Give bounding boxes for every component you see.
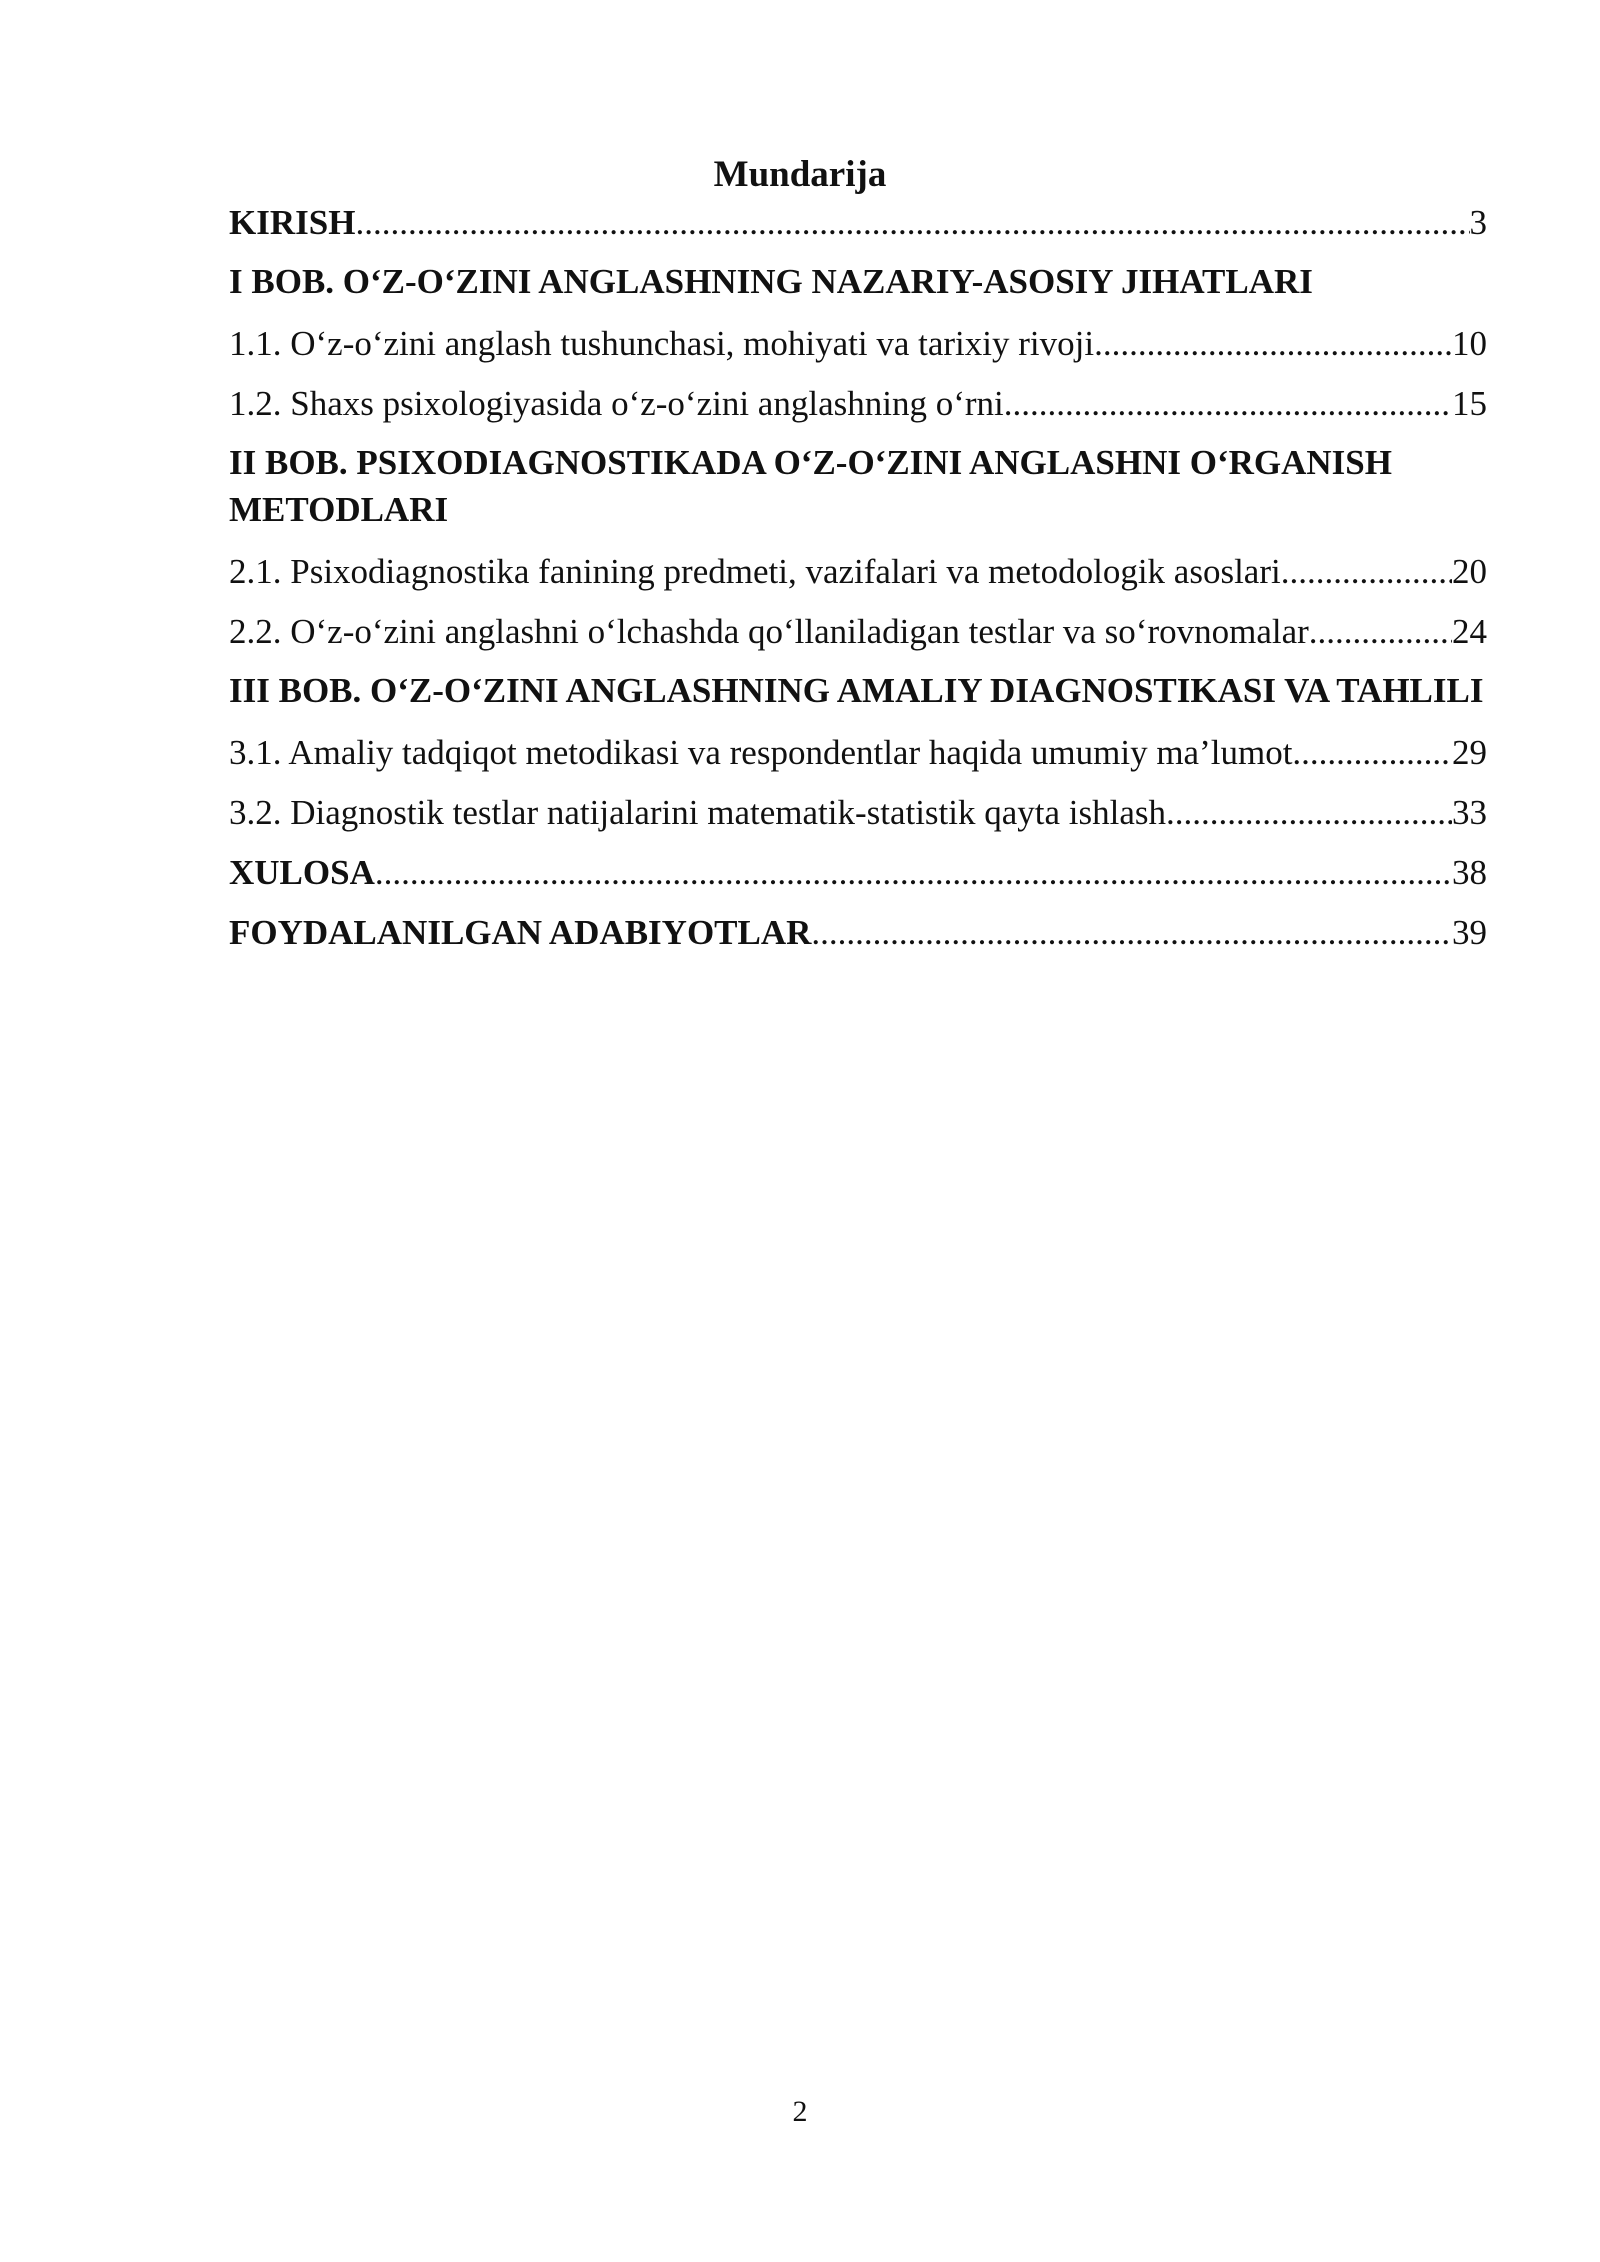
- toc-entry-page: 39: [1452, 913, 1487, 952]
- toc-entry-page: 24: [1452, 612, 1487, 651]
- toc-entry-adabiyotlar[interactable]: [229, 908, 1487, 958]
- dot-leader: [1166, 788, 1452, 838]
- dot-leader: [1004, 379, 1452, 429]
- toc-entry-2-1[interactable]: [229, 547, 1487, 597]
- toc-entry-3-1[interactable]: [229, 728, 1487, 778]
- toc-entry-1-2[interactable]: [229, 379, 1487, 429]
- toc-entry-label: FOYDALANILGAN ADABIYOTLAR: [229, 913, 812, 952]
- toc-entry-label: XULOSA: [229, 853, 375, 892]
- toc-entry-1-1[interactable]: [229, 319, 1487, 369]
- toc-entry-page: 38: [1452, 853, 1487, 892]
- dot-leader: [811, 908, 1452, 958]
- toc-entry-page: 20: [1452, 552, 1487, 591]
- toc-entry-label: 1.2. Shaxs psixologiyasida o‘z-o‘zini anglashning o‘rni: [229, 384, 1004, 423]
- toc-entry-2-2[interactable]: [229, 607, 1487, 657]
- toc-entry-label: 2.1. Psixodiagnostika fanining predmeti, vazifalari va metodologik asoslari: [229, 552, 1281, 591]
- toc-entry-label: KIRISH: [229, 203, 356, 242]
- toc-entry-kirish[interactable]: [229, 198, 1487, 248]
- toc-entry-page: 29: [1452, 733, 1487, 772]
- dot-leader: [1281, 547, 1452, 597]
- dot-leader: [355, 198, 1469, 248]
- toc-title: Mundarija: [713, 154, 887, 195]
- dot-leader: [1292, 728, 1452, 778]
- toc-chapter-2-heading[interactable]: II BOB. PSIXODIAGNOSTIKADA O‘Z-O‘ZINI ANGLASHNI O‘RGANISH METODLARI: [229, 443, 1392, 529]
- toc-entry-page: 3: [1469, 203, 1487, 242]
- toc-entry-label: 3.2. Diagnostik testlar natijalarini matematik-statistik qayta ishlash: [229, 793, 1167, 832]
- toc-entry-label: 1.1. O‘z-o‘zini anglash tushunchasi, mohiyati va tarixiy rivoji: [229, 324, 1095, 363]
- dot-leader: [375, 848, 1452, 898]
- toc-chapter-1-heading[interactable]: I BOB. O‘Z-O‘ZINI ANGLASHNING NAZARIY-ASOSIY JIHATLARI: [229, 262, 1313, 301]
- toc-entry-page: 15: [1452, 384, 1487, 423]
- toc-entry-page: 10: [1452, 324, 1487, 363]
- toc-chapter-3-heading[interactable]: III BOB. O‘Z-O‘ZINI ANGLASHNING AMALIY DIAGNOSTIKASI VA TAHLILI: [229, 671, 1484, 710]
- toc-entry-xulosa[interactable]: [229, 848, 1487, 898]
- toc-entry-3-2[interactable]: [229, 788, 1487, 838]
- toc-entry-label: 2.2. O‘z-o‘zini anglashni o‘lchashda qo‘llaniladigan testlar va so‘rovnomalar: [229, 612, 1309, 651]
- dot-leader: [1094, 319, 1452, 369]
- page-number: 2: [792, 2095, 808, 2128]
- table-of-contents: [229, 198, 1487, 958]
- dot-leader: [1309, 607, 1452, 657]
- toc-entry-page: 33: [1452, 793, 1487, 832]
- toc-entry-label: 3.1. Amaliy tadqiqot metodikasi va respondentlar haqida umumiy ma’lumot: [229, 733, 1293, 772]
